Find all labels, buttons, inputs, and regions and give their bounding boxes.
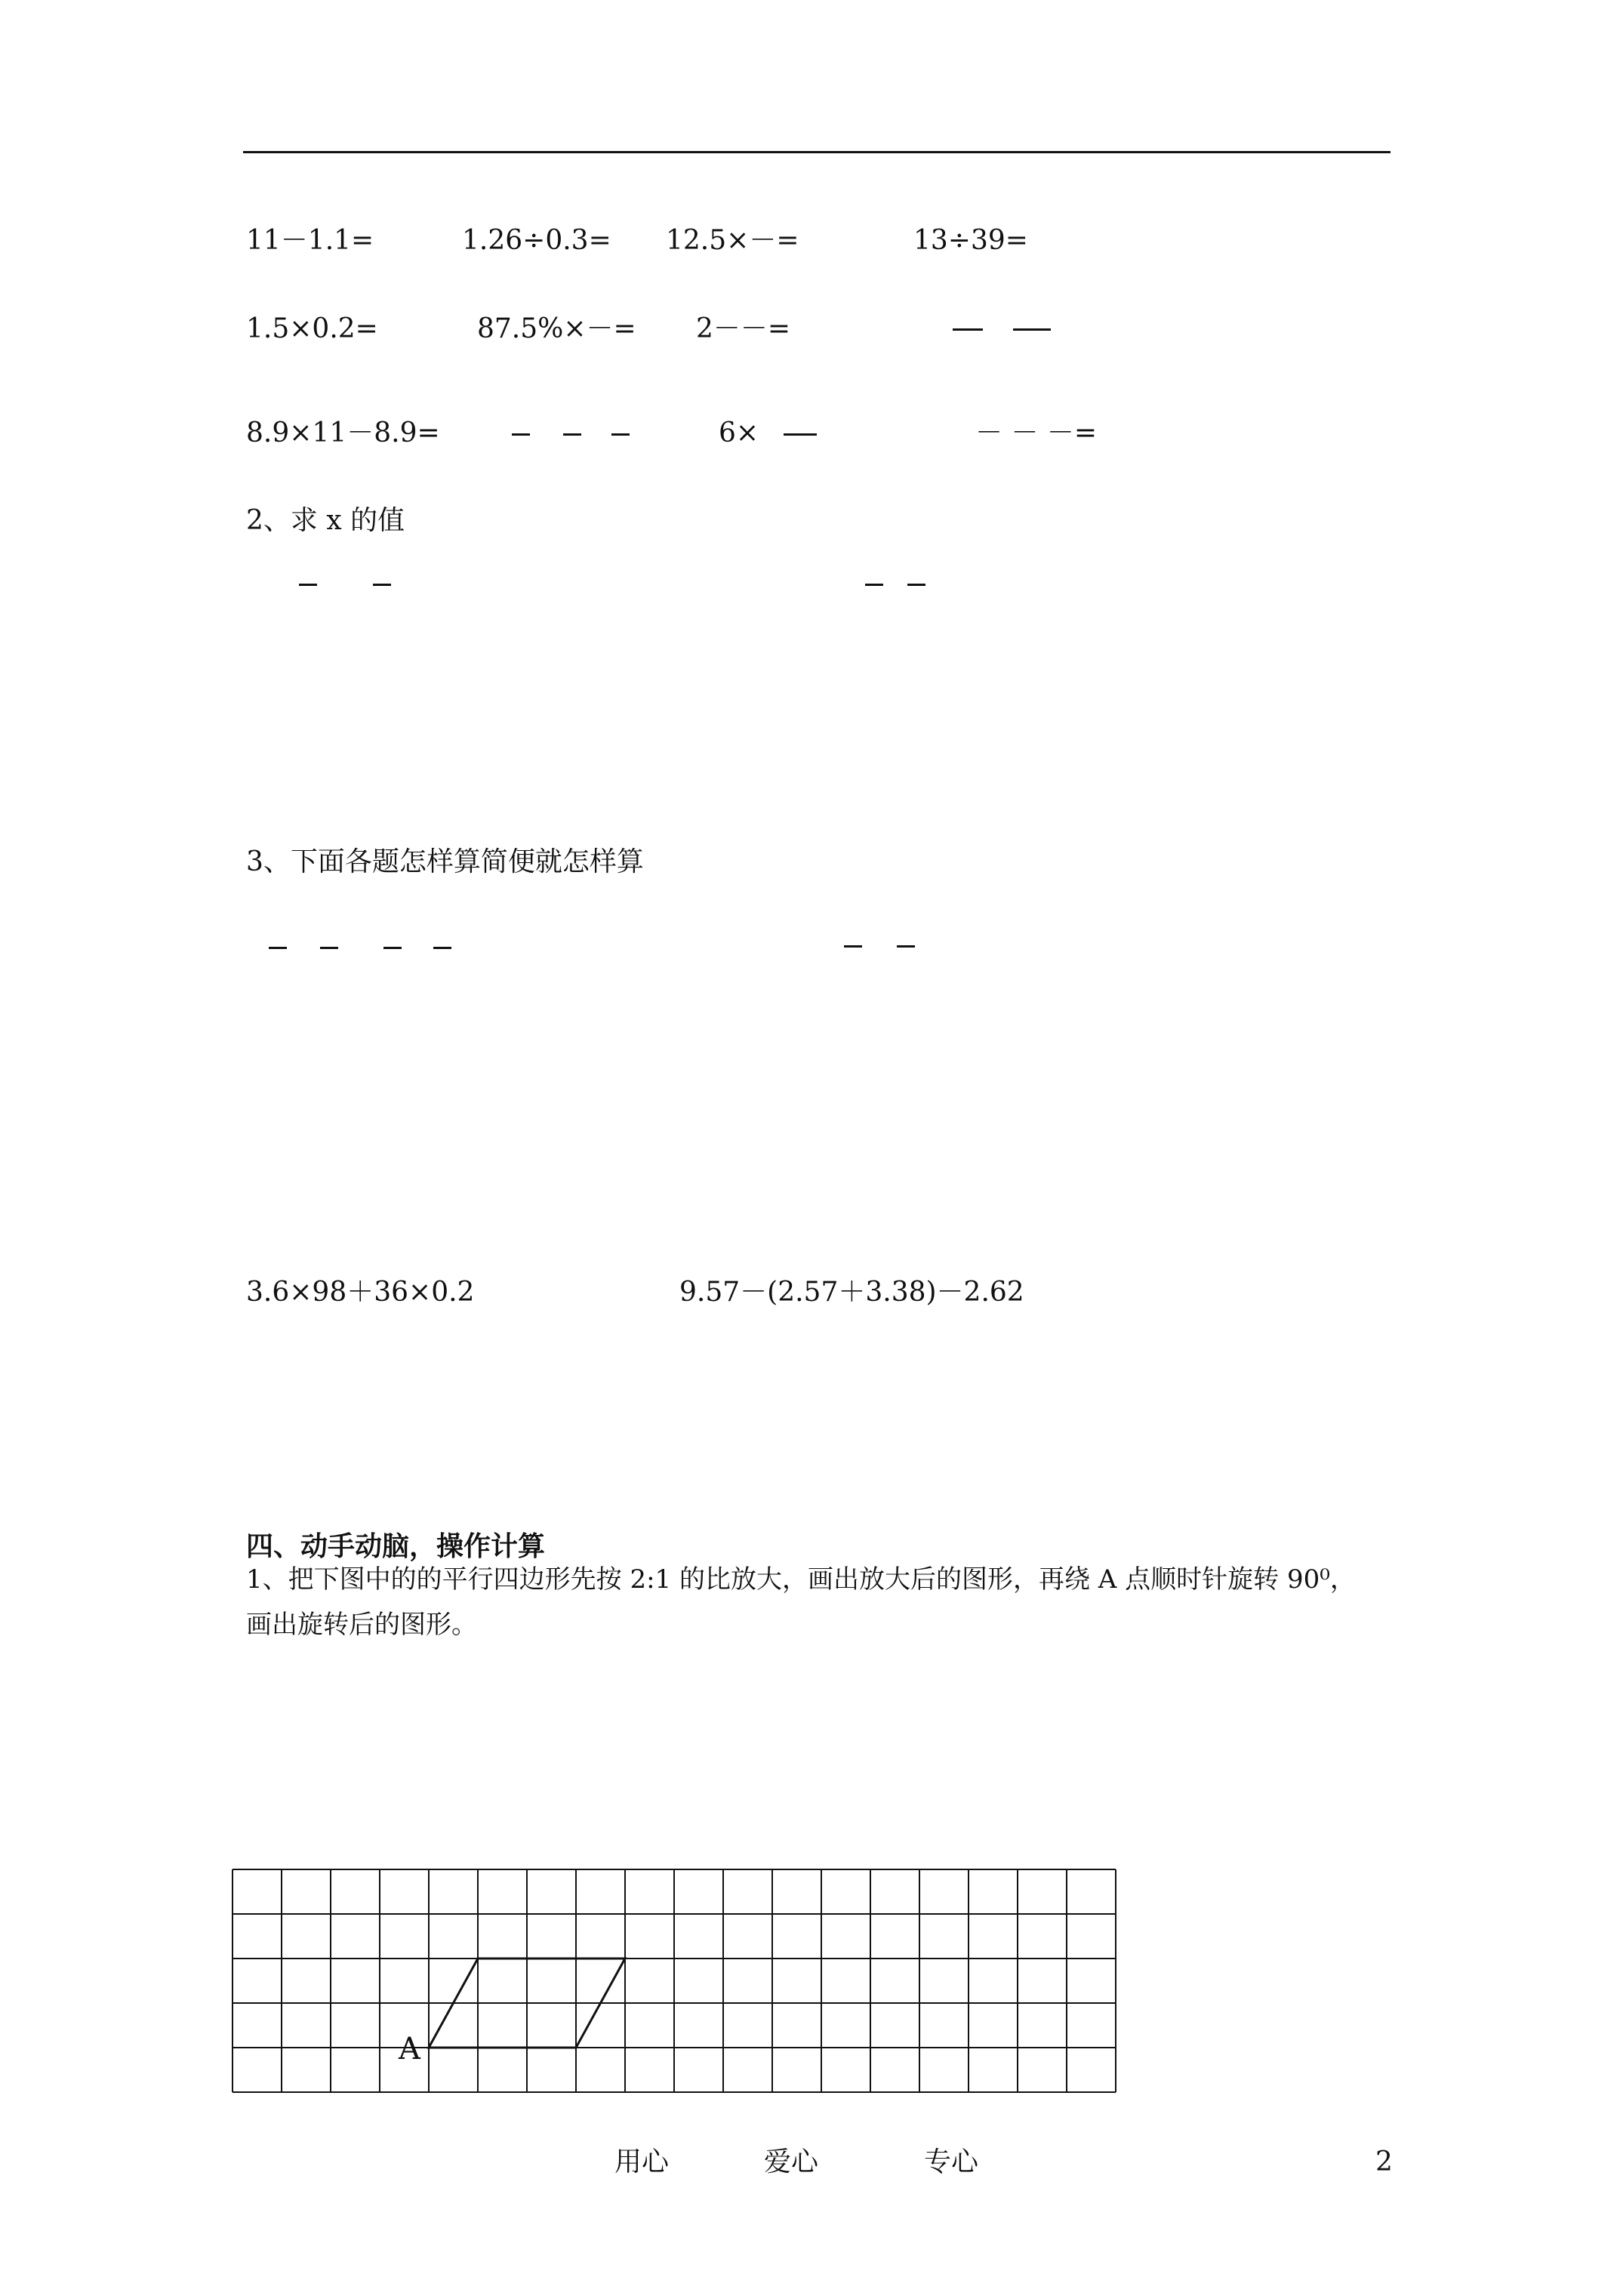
expression-2: 9.57－(2.57＋3.38)－2.62 bbox=[679, 1277, 1024, 1308]
section-4-instruction-line1: 1、把下图中的的平行四边形先按 2:1 的比放大，画出放大后的图形，再绕 A 点顺时针旋转 90⁰， bbox=[246, 1564, 1356, 1595]
calc-3-1: 8.9×11－8.9= bbox=[246, 418, 440, 448]
fraction-bar bbox=[320, 947, 338, 949]
header-rule bbox=[243, 151, 1390, 153]
fraction-bar bbox=[269, 947, 287, 949]
fraction-bar bbox=[784, 433, 817, 436]
calc-1-1: 11－1.1= bbox=[246, 225, 374, 256]
page-number: 2 bbox=[1375, 2147, 1393, 2177]
section-4-heading: 四、动手动脑，操作计算 bbox=[246, 1530, 546, 1562]
fraction-bar bbox=[907, 584, 925, 586]
fraction-bar bbox=[299, 584, 317, 586]
fraction-bar bbox=[844, 945, 862, 948]
section-3-title: 3、下面各题怎样算简便就怎样算 bbox=[246, 846, 644, 877]
calc-1-3: 12.5×－= bbox=[666, 225, 799, 256]
section-2-title: 2、求 x 的值 bbox=[246, 505, 405, 536]
calc-1-2: 1.26÷0.3= bbox=[462, 225, 611, 256]
fraction-bar bbox=[512, 433, 530, 436]
fraction-bar bbox=[865, 584, 883, 586]
fraction-bar bbox=[953, 328, 983, 331]
fraction-bar bbox=[1013, 328, 1051, 331]
fraction-bar bbox=[611, 433, 630, 436]
fraction-bar bbox=[373, 584, 391, 586]
footer-item: 用心 bbox=[614, 2147, 670, 2177]
footer-item: 专心 bbox=[924, 2147, 979, 2177]
calc-3-3: － － －= bbox=[975, 418, 1098, 448]
calc-1-4: 13÷39= bbox=[913, 225, 1028, 256]
grid-figure bbox=[229, 1866, 1119, 2095]
fraction-bar bbox=[383, 947, 402, 949]
footer-item: 爱心 bbox=[764, 2147, 819, 2177]
calc-3-2: 6× bbox=[719, 418, 759, 448]
point-a-label: A bbox=[399, 2032, 420, 2066]
calc-2-2: 87.5%×－= bbox=[477, 313, 636, 344]
calc-2-3: 2－－= bbox=[696, 313, 791, 344]
fraction-bar bbox=[897, 945, 915, 948]
section-4-instruction-line2: 画出旋转后的图形。 bbox=[246, 1610, 477, 1640]
expression-1: 3.6×98＋36×0.2 bbox=[246, 1277, 475, 1308]
fraction-bar bbox=[433, 947, 451, 949]
calc-2-1: 1.5×0.2= bbox=[246, 313, 378, 344]
fraction-bar bbox=[563, 433, 581, 436]
